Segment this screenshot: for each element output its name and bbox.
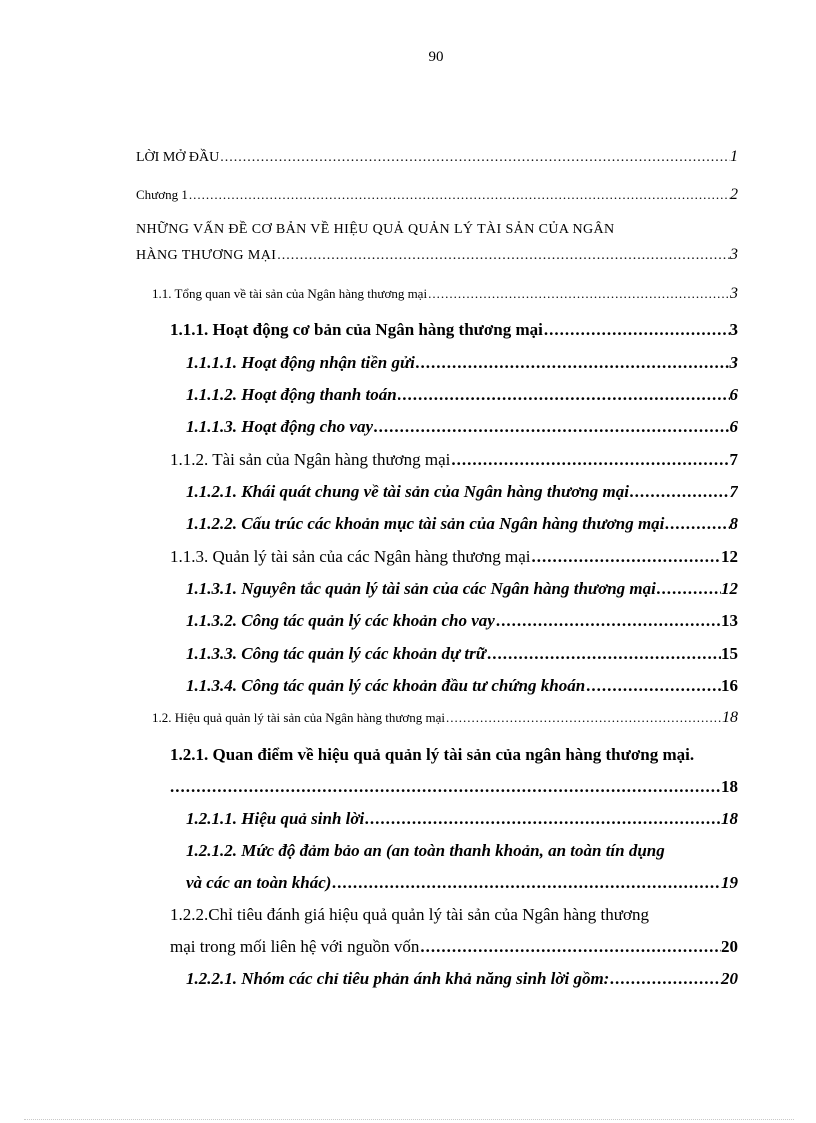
dot-leader bbox=[170, 777, 721, 797]
dot-leader bbox=[220, 150, 730, 166]
dot-leader bbox=[657, 579, 721, 599]
toc-entry-1-1-1-2[interactable] bbox=[186, 385, 738, 405]
toc-entry-page: 8 bbox=[729, 514, 738, 533]
toc-entry-label: 1.2.1.1. Hiệu quả sinh lời bbox=[186, 809, 365, 828]
toc-entry-label: LỜI MỞ ĐẦU bbox=[136, 150, 220, 165]
toc-entry-1-2-2-1[interactable] bbox=[186, 969, 738, 989]
toc-entry-1-1-3-2[interactable] bbox=[186, 611, 738, 631]
dot-leader bbox=[332, 873, 721, 893]
toc-entry-page: 18 bbox=[721, 809, 738, 828]
toc-entry-label: 1.1.1.1. Hoạt động nhận tiền gửi bbox=[186, 353, 415, 372]
dot-leader bbox=[487, 644, 721, 664]
dot-leader bbox=[374, 417, 730, 437]
toc-entry-1-2-1-2[interactable] bbox=[186, 873, 738, 893]
toc-entry-chapter[interactable] bbox=[136, 186, 738, 204]
dot-leader bbox=[496, 611, 721, 631]
toc-entry-1-1-3-3[interactable] bbox=[186, 644, 738, 664]
toc-entry-page: 6 bbox=[729, 417, 738, 436]
toc-entry-label: 1.1.2. Tài sản của Ngân hàng thương mại bbox=[170, 450, 451, 469]
toc-entry-label: 1.1.1. Hoạt động cơ bản của Ngân hàng thương mại bbox=[170, 320, 543, 339]
toc-entry-1-1-2[interactable] bbox=[170, 450, 738, 470]
dot-leader bbox=[665, 514, 729, 534]
toc-entry-page: 2 bbox=[730, 186, 738, 203]
dot-leader bbox=[630, 482, 730, 502]
toc-entry-page: 3 bbox=[729, 320, 738, 339]
toc-entry-page: 20 bbox=[721, 969, 738, 988]
toc-entry-label: 1.2.2.1. Nhóm các chỉ tiêu phản ánh khả năng sinh lời gồm: bbox=[186, 969, 610, 988]
toc-entry-label: 1.2. Hiệu quả quản lý tài sản của Ngân hàng thương mại bbox=[152, 710, 445, 725]
dot-leader bbox=[420, 937, 721, 957]
dot-leader bbox=[586, 676, 721, 696]
toc-entry-page: 13 bbox=[721, 611, 738, 630]
toc-entry-label: 1.1.3.1. Nguyên tắc quản lý tài sản của các Ngân hàng thương mại bbox=[186, 579, 656, 598]
toc-entry-1-1-3-1[interactable] bbox=[186, 579, 738, 599]
toc-entry-label: 1.1.2.2. Cấu trúc các khoản mục tài sản của Ngân hàng thương mại bbox=[186, 514, 665, 533]
toc-entry-label: 1.1.3.2. Công tác quản lý các khoản cho vay bbox=[186, 611, 495, 630]
toc-entry-page: 12 bbox=[721, 579, 738, 598]
toc-entry-page: 6 bbox=[729, 385, 738, 404]
page-bottom-border bbox=[24, 1119, 794, 1120]
dot-leader bbox=[277, 248, 730, 264]
toc-entry-label: và các an toàn khác) bbox=[186, 873, 332, 892]
toc-entry-1-1-1[interactable] bbox=[170, 320, 738, 340]
toc-entry-page: 15 bbox=[721, 644, 738, 663]
toc-entry-1-1-1-1[interactable] bbox=[186, 353, 738, 373]
dot-leader bbox=[189, 187, 730, 203]
dot-leader bbox=[416, 353, 730, 373]
toc-entry-page: 3 bbox=[730, 285, 738, 302]
toc-entry-intro[interactable] bbox=[136, 148, 738, 166]
toc-entry-1-1-1-3[interactable] bbox=[186, 417, 738, 437]
toc-entry-1-2-2-line1[interactable]: 1.2.2.Chỉ tiêu đánh giá hiệu quả quản lý tài sản của Ngân hàng thương bbox=[170, 905, 649, 924]
page-number: 90 bbox=[428, 49, 444, 65]
dot-leader bbox=[428, 286, 730, 302]
toc-entry-label: 1.1.2.1. Khái quát chung về tài sản của Ngân hàng thương mại bbox=[186, 482, 629, 501]
toc-entry-1-1-2-2[interactable] bbox=[186, 514, 738, 534]
toc-entry-1-1[interactable] bbox=[152, 285, 738, 303]
toc-entry-page: 19 bbox=[721, 873, 738, 892]
toc-entry-page: 16 bbox=[721, 676, 738, 695]
toc-entry-1-2-2[interactable] bbox=[170, 937, 738, 957]
toc-entry-page: 18 bbox=[721, 777, 738, 796]
toc-entry-1-2-1-2-line1[interactable]: 1.2.1.2. Mức độ đảm bảo an (an toàn thanh khoản, an toàn tín dụng bbox=[186, 841, 665, 860]
toc-entry-page: 7 bbox=[729, 450, 738, 469]
toc-entry-label: mại trong mối liên hệ với nguồn vốn bbox=[170, 937, 420, 956]
toc-entry-page: 3 bbox=[730, 246, 738, 263]
toc-entry-page: 12 bbox=[721, 547, 738, 566]
toc-entry-chapter-title[interactable] bbox=[136, 246, 738, 264]
toc-entry-page: 20 bbox=[721, 937, 738, 956]
toc-entry-1-2-1[interactable] bbox=[170, 777, 738, 797]
toc-entry-label: 1.1.1.2. Hoạt động thanh toán bbox=[186, 385, 397, 404]
toc-entry-1-1-3[interactable] bbox=[170, 547, 738, 567]
toc-entry-1-1-2-1[interactable] bbox=[186, 482, 738, 502]
dot-leader bbox=[451, 450, 729, 470]
toc-entry-label: Chương 1 bbox=[136, 187, 188, 202]
dot-leader bbox=[398, 385, 730, 405]
toc-entry-label: 1.1.3. Quản lý tài sản của các Ngân hàng thương mại bbox=[170, 547, 531, 566]
toc-entry-page: 3 bbox=[729, 353, 738, 372]
dot-leader bbox=[610, 969, 721, 989]
toc-entry-1-1-3-4[interactable] bbox=[186, 676, 738, 696]
dot-leader bbox=[446, 710, 722, 726]
toc-entry-label: HÀNG THƯƠNG MẠI bbox=[136, 248, 277, 263]
toc-entry-1-2[interactable] bbox=[152, 709, 738, 727]
toc-entry-label: 1.1. Tổng quan về tài sản của Ngân hàng thương mại bbox=[152, 286, 428, 301]
toc-entry-page: 18 bbox=[722, 709, 738, 726]
toc-entry-1-2-1-1[interactable] bbox=[186, 809, 738, 829]
toc-chapter-title-line1[interactable]: NHỮNG VẤN ĐỀ CƠ BẢN VỀ HIỆU QUẢ QUẢN LÝ TÀI SẢN CỦA NGÂN bbox=[136, 222, 615, 237]
dot-leader bbox=[531, 547, 721, 567]
toc-entry-label: 1.1.3.3. Công tác quản lý các khoản dự trữ bbox=[186, 644, 486, 663]
toc-entry-label: 1.1.1.3. Hoạt động cho vay bbox=[186, 417, 373, 436]
toc-entry-label: 1.1.3.4. Công tác quản lý các khoản đầu tư chứng khoán bbox=[186, 676, 586, 695]
dot-leader bbox=[365, 809, 721, 829]
dot-leader bbox=[544, 320, 730, 340]
toc-entry-1-2-1-line1[interactable]: 1.2.1. Quan điểm về hiệu quả quản lý tài sản của ngân hàng thương mại. bbox=[170, 745, 695, 764]
toc-entry-page: 1 bbox=[730, 148, 738, 165]
toc-entry-page: 7 bbox=[729, 482, 738, 501]
